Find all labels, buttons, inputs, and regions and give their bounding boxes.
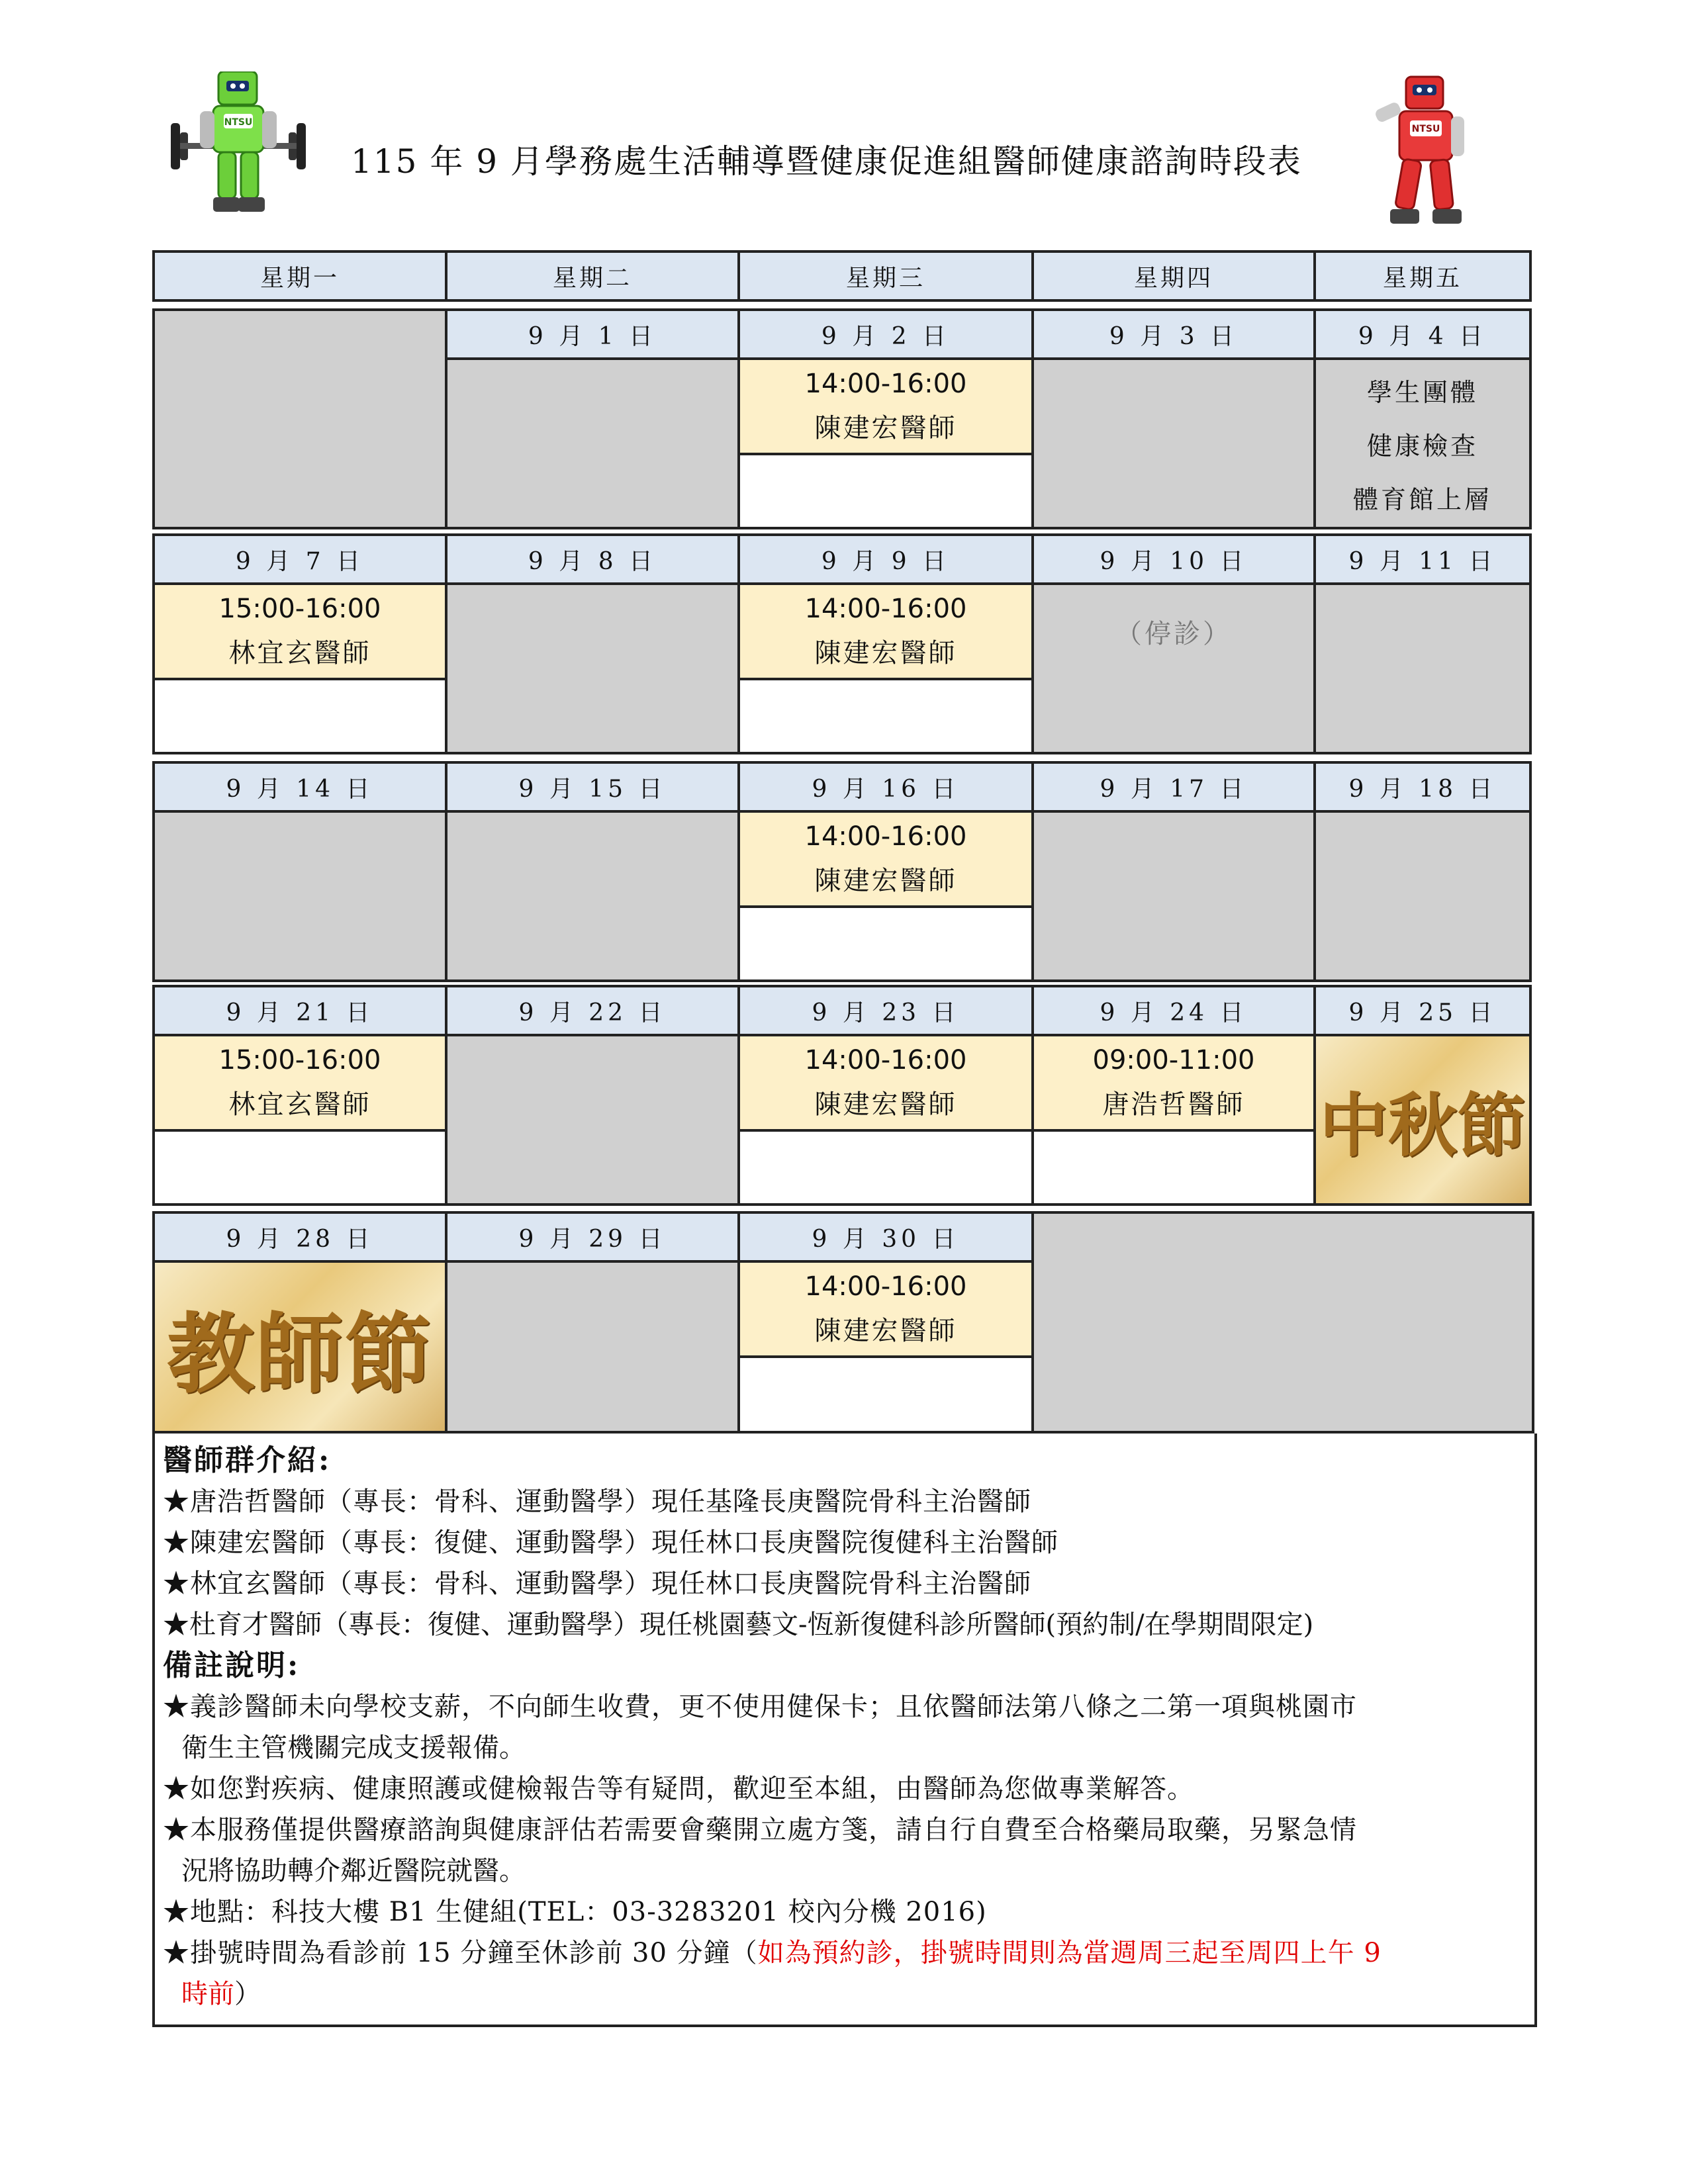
day-cell-empty	[445, 357, 740, 529]
consult-slot	[737, 1034, 1034, 1132]
doctor-intro: ★杜育才醫師（專長：復健、運動醫學）現任桃園藝文-恆新復健科診所醫師(預約制/在學期間限定)	[163, 1610, 1314, 1640]
slot-time: 15:00-16:00	[218, 1044, 381, 1075]
robot-mascot-icon	[1364, 73, 1483, 232]
note-line: ★本服務僅提供醫療諮詢與健康評估若需要會藥開立處方箋，請自行自費至合格藥局取藥，另緊急情	[163, 1815, 1357, 1845]
date-cell: 9 月 28 日	[152, 1211, 447, 1263]
note-line: 況將協助轉介鄰近醫院就醫。	[181, 1856, 526, 1886]
day-cell-empty	[1031, 357, 1316, 529]
slot-time: 14:00-16:00	[804, 1044, 967, 1075]
consult-slot	[152, 582, 447, 680]
date-cell: 9 月 29 日	[445, 1211, 740, 1263]
page-title: 115 年 9 月學務處生活輔導暨健康促進組醫師健康諮詢時段表	[351, 142, 1302, 181]
date-cell: 9 月 4 日	[1313, 308, 1532, 360]
date-cell: 9 月 30 日	[737, 1211, 1034, 1263]
date-cell: 9 月 21 日	[152, 985, 447, 1036]
date-cell: 9 月 24 日	[1031, 985, 1316, 1036]
note-line: 健康檢查	[1366, 432, 1478, 461]
day-cell-blank	[737, 453, 1034, 529]
slot-time: 14:00-16:00	[804, 368, 967, 399]
date-cell: 9 月 1 日	[445, 308, 740, 360]
slot-doctor: 林宜玄醫師	[228, 637, 371, 668]
location-line: ★地點：科技大樓 B1 生健組(TEL：03-3283201 校內分機 2016)	[163, 1897, 987, 1927]
day-cell-empty	[445, 810, 740, 982]
date-cell: 9 月 3 日	[1031, 308, 1316, 360]
registration-line	[163, 1933, 1528, 1974]
day-cell-blank	[737, 1355, 1034, 1433]
day-cell-blank	[737, 1129, 1034, 1206]
day-cell-empty	[1313, 582, 1532, 754]
day-cell-empty	[152, 308, 447, 529]
date-cell: 9 月 9 日	[737, 533, 1034, 585]
robot-mascot-icon	[165, 71, 311, 220]
note-line: 學生團體	[1366, 378, 1478, 407]
date-cell: 9 月 14 日	[152, 761, 447, 813]
day-cell-empty	[1313, 810, 1532, 982]
day-cell-empty	[1031, 1211, 1534, 1433]
day-cell-blank	[737, 678, 1034, 754]
robot-logo-text: NTSU	[1411, 124, 1440, 134]
slot-doctor: 林宜玄醫師	[228, 1089, 371, 1120]
slot-time: 15:00-16:00	[218, 593, 381, 624]
health-check-note	[1313, 357, 1532, 529]
date-cell: 9 月 7 日	[152, 533, 447, 585]
day-cell-empty	[445, 1034, 740, 1206]
consult-slot	[737, 1260, 1034, 1358]
day-cell-empty	[1031, 810, 1316, 982]
clinic-closed-note: （停診）	[1031, 582, 1316, 754]
note-line: ★義診醫師未向學校支薪，不向師生收費，更不使用健保卡；且依醫師法第八條之二第一項與桃園市	[163, 1692, 1357, 1722]
day-cell-blank	[737, 905, 1034, 982]
doctor-intro: ★唐浩哲醫師（專長：骨科、運動醫學）現任基隆長庚醫院骨科主治醫師	[163, 1486, 1031, 1517]
consult-slot	[152, 1034, 447, 1132]
slot-time: 14:00-16:00	[804, 821, 967, 852]
slot-time: 09:00-11:00	[1092, 1044, 1255, 1075]
day-cell-blank	[152, 678, 447, 754]
note-line: ★如您對疾病、健康照護或健檢報告等有疑問，歡迎至本組，由醫師為您做專業解答。	[163, 1774, 1194, 1804]
registration-text: ）	[234, 1979, 261, 2009]
schedule-calendar	[152, 250, 1537, 1433]
registration-line	[163, 1974, 1528, 2015]
note-line: 衛生主管機關完成支援報備。	[181, 1733, 526, 1763]
notes-heading: 備註說明:	[163, 1649, 301, 1682]
date-cell: 9 月 23 日	[737, 985, 1034, 1036]
slot-time: 14:00-16:00	[804, 593, 967, 624]
date-cell: 9 月 8 日	[445, 533, 740, 585]
day-cell-empty	[445, 1260, 740, 1433]
day-cell-blank	[152, 1129, 447, 1206]
registration-text: ★掛號時間為看診前 15 分鐘至休診前 30 分鐘（	[163, 1938, 758, 1968]
slot-doctor: 唐浩哲醫師	[1102, 1089, 1245, 1120]
consult-slot	[1031, 1034, 1316, 1132]
date-cell: 9 月 15 日	[445, 761, 740, 813]
weekday-header-mon: 星期一	[152, 250, 447, 302]
doctor-intro: ★林宜玄醫師（專長：骨科、運動醫學）現任林口長庚醫院骨科主治醫師	[163, 1569, 1031, 1599]
registration-red-text: 如為預約診，掛號時間則為當週周三起至周四上午 9	[757, 1938, 1382, 1968]
date-cell: 9 月 18 日	[1313, 761, 1532, 813]
festival-label: 中秋節	[1319, 1085, 1526, 1166]
day-cell-empty	[445, 582, 740, 754]
weekday-header-tue: 星期二	[445, 250, 740, 302]
doctors-heading: 醫師群介紹:	[163, 1443, 332, 1477]
robot-logo-text: NTSU	[224, 117, 253, 128]
consult-slot	[737, 810, 1034, 908]
slot-doctor: 陳建宏醫師	[814, 1315, 957, 1346]
info-section	[152, 1433, 1537, 2027]
date-cell: 9 月 11 日	[1313, 533, 1532, 585]
slot-doctor: 陳建宏醫師	[814, 637, 957, 668]
date-cell: 9 月 10 日	[1031, 533, 1316, 585]
weekday-header-wed: 星期三	[737, 250, 1034, 302]
consult-slot	[737, 357, 1034, 455]
doctor-intro: ★陳建宏醫師（專長：復健、運動醫學）現任林口長庚醫院復健科主治醫師	[163, 1527, 1058, 1558]
date-cell: 9 月 16 日	[737, 761, 1034, 813]
festival-label: 教師節	[167, 1303, 433, 1406]
teachers-day-banner	[152, 1260, 447, 1433]
day-cell-blank	[1031, 1129, 1316, 1206]
date-cell: 9 月 25 日	[1313, 985, 1532, 1036]
slot-time: 14:00-16:00	[804, 1271, 967, 1302]
date-cell: 9 月 17 日	[1031, 761, 1316, 813]
weekday-header-fri: 星期五	[1313, 250, 1532, 302]
date-cell: 9 月 22 日	[445, 985, 740, 1036]
day-cell-empty	[152, 810, 447, 982]
date-cell: 9 月 2 日	[737, 308, 1034, 360]
mid-autumn-festival-banner	[1313, 1034, 1532, 1206]
registration-red-text: 時前	[181, 1979, 234, 2009]
note-line: 體育館上層	[1352, 485, 1492, 514]
slot-doctor: 陳建宏醫師	[814, 865, 957, 896]
consult-slot	[737, 582, 1034, 680]
weekday-header-thu: 星期四	[1031, 250, 1316, 302]
slot-doctor: 陳建宏醫師	[814, 412, 957, 443]
slot-doctor: 陳建宏醫師	[814, 1089, 957, 1120]
